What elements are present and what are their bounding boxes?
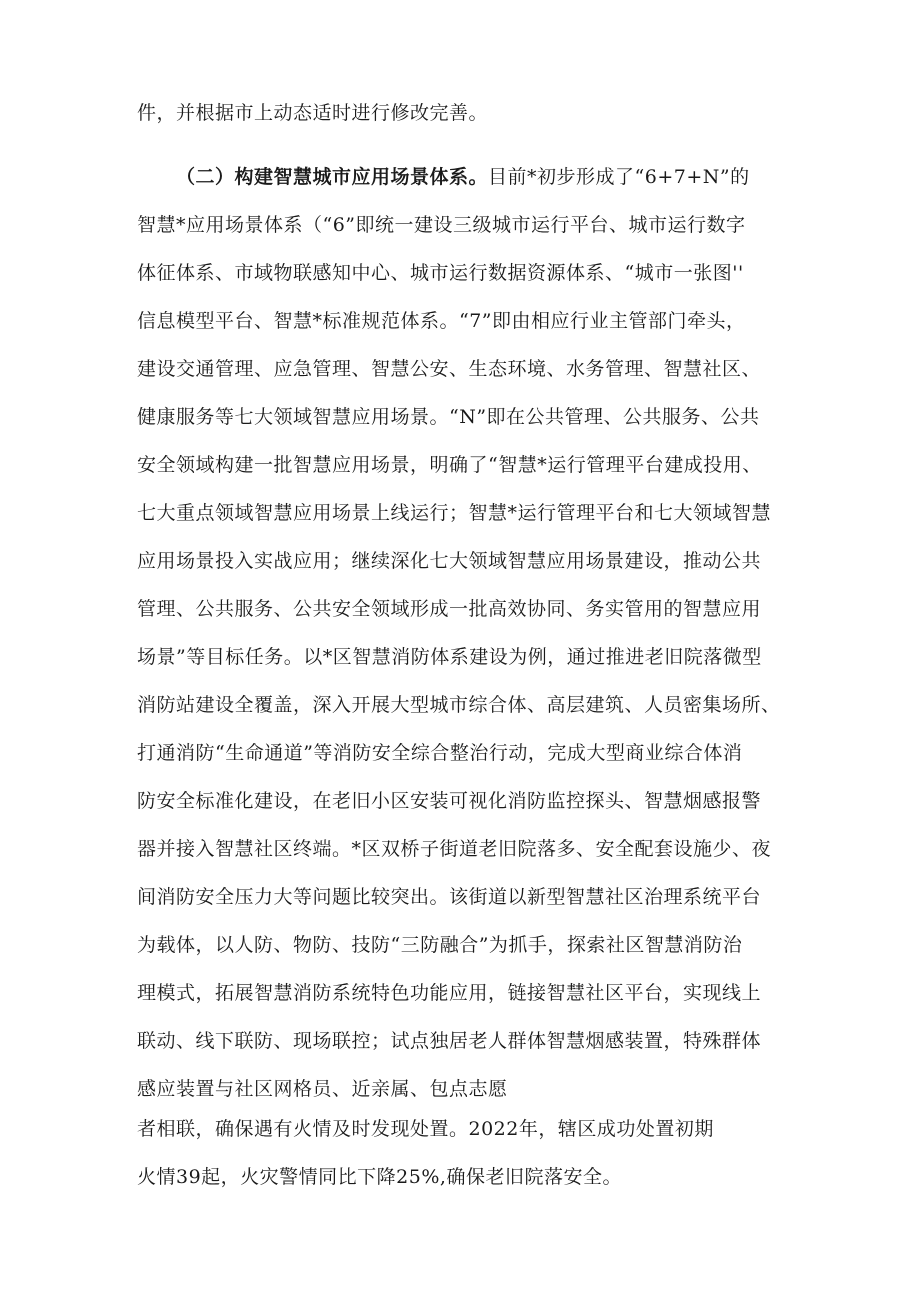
text-line: 体征体系、市域物联感知中心、城市运行数据资源体系、“城市一张图'' bbox=[137, 262, 744, 284]
text-line: 健康服务等七大领域智慧应用场景。“N”即在公共管理、公共服务、公共 bbox=[137, 406, 760, 428]
text-line: 件，并根据市上动态适时进行修改完善。 bbox=[137, 102, 489, 124]
text-line: 信息模型平台、智慧*标准规范体系。“7”即由相应行业主管部门牵头， bbox=[137, 310, 746, 332]
text-line: 消防站建设全覆盖，深入开展大型城市综合体、高层建筑、人员密集场所、 bbox=[137, 694, 781, 716]
text-line: 应用场景投入实战应用；继续深化七大领域智慧应用场景建设，推动公共 bbox=[137, 550, 762, 572]
heading-continuation: 目前*初步形成了“6+7+N”的 bbox=[488, 166, 750, 188]
text-line: 者相联，确保遇有火情及时发现处置。2022年，辖区成功处置初期 bbox=[137, 1118, 714, 1140]
text-line: 联动、线下联防、现场联控；试点独居老人群体智慧烟感装置，特殊群体 bbox=[137, 1030, 762, 1052]
text-line: 管理、公共服务、公共安全领域形成一批高效协同、务实管用的智慧应用 bbox=[137, 598, 762, 620]
text-line: 间消防安全压力大等问题比较突出。该街道以新型智慧社区治理系统平台 bbox=[137, 886, 762, 908]
text-line: 七大重点领域智慧应用场景上线运行；智慧*运行管理平台和七大领域智慧 bbox=[137, 502, 772, 524]
text-line: 为载体，以人防、物防、技防“三防融合”为抓手，探索社区智慧消防治 bbox=[137, 934, 743, 956]
section-heading: （二）构建智慧城市应用场景体系。 bbox=[176, 166, 489, 188]
text-line: 打通消防“生命通道”等消防安全综合整治行动，完成大型商业综合体消 bbox=[137, 742, 743, 764]
text-line: 场景”等目标任务。以*区智慧消防体系建设为例，通过推进老旧院落微型 bbox=[137, 646, 762, 668]
text-line: 安全领域构建一批智慧应用场景，明确了“智慧*运行管理平台建成投用、 bbox=[137, 454, 762, 476]
text-line: 理模式，拓展智慧消防系统特色功能应用，链接智慧社区平台，实现线上 bbox=[137, 982, 762, 1004]
text-line: 感应装置与社区网格员、近亲属、包点志愿 bbox=[137, 1078, 508, 1100]
text-line: 器并接入智慧社区终端。*区双桥子街道老旧院落多、安全配套设施少、夜 bbox=[137, 838, 772, 860]
section-heading-line bbox=[176, 165, 750, 189]
text-line: 建设交通管理、应急管理、智慧公安、生态环境、水务管理、智慧社区、 bbox=[137, 358, 762, 380]
text-line: 智慧*应用场景体系（“6”即统一建设三级城市运行平台、城市运行数字 bbox=[137, 214, 746, 236]
text-line: 火情39起，火灾警情同比下降25%,确保老旧院落安全。 bbox=[137, 1166, 622, 1188]
text-line: 防安全标准化建设，在老旧小区安装可视化消防监控探头、智慧烟感报警 bbox=[137, 790, 762, 812]
